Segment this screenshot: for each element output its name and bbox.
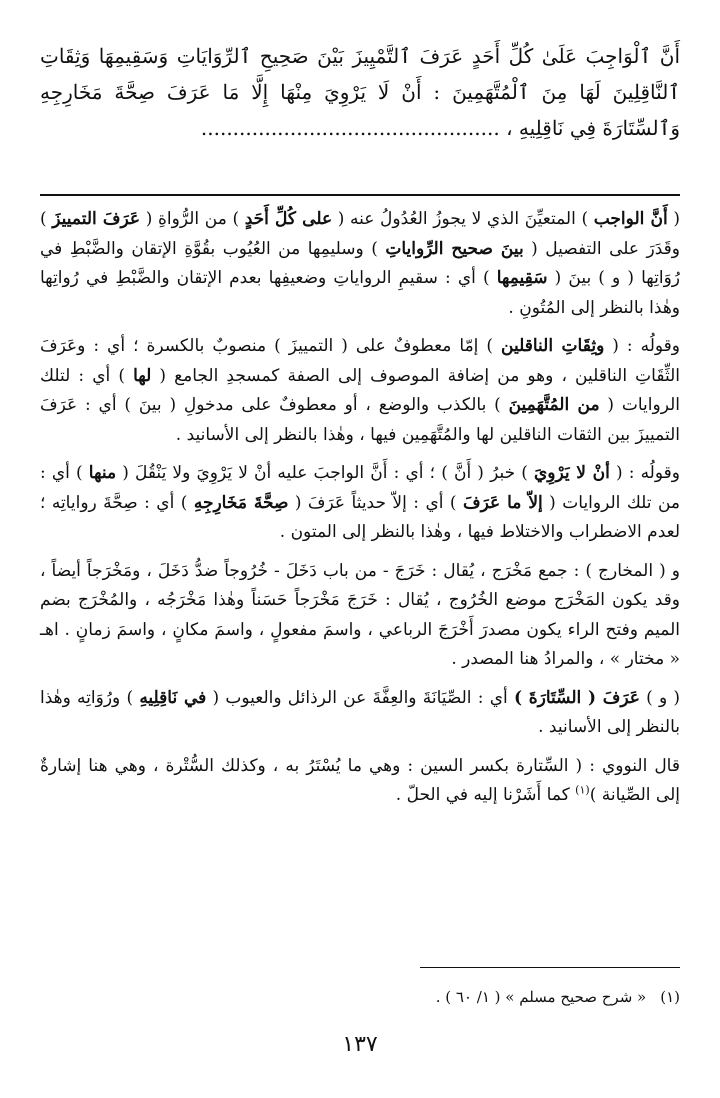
footnote-number: (١) <box>660 988 680 1006</box>
matn-quote: في نَاقِلِيهِ <box>139 687 207 708</box>
matn-quote: منها <box>88 463 117 483</box>
text-run: ( <box>667 209 680 229</box>
text-run: ) من الرُّواةِ ( <box>140 209 245 229</box>
text-run: ) أي : من تلك الروايات ( <box>40 463 680 513</box>
matn-quote: أَنَّ الواجب <box>593 209 668 229</box>
commentary-paragraph-1 <box>40 205 680 323</box>
matn-quote: سَقِيمِها <box>496 268 548 288</box>
text-run: ) أي : لتلك الروايات ( <box>40 365 681 415</box>
text-run: و ( المخارج ) : جمع مَخْرَج ، يُقال : خَرَجَ - من باب دَخَلَ - خُرُوجاً ضدُّ دَخَلَ ، ومَخْرَجاً أيضاً ، وقد يكون المَخْرَج موضع الخُرُوج ، يُقال : خَرَجَ مَخْرَجاً حَسَناً وهٰذا مَخْرَجُه ، والمُخْرَج بضم الميم وفتح الراء يكون مصدرَ أَخْرَجَ الرباعي ، واسمَ مفعولٍ ، واسمَ مكانٍ ، واسمَ زمانٍ . اهـ « مختار » ، والمرادُ هنا المصدر . <box>40 560 680 669</box>
text-run: أي : الصِّيَانَةَ والعِفَّةَ عن الرذائل والعيوب ( <box>206 687 514 708</box>
commentary-paragraph-3 <box>40 459 680 548</box>
footnote-text: « شرح صحيح مسلم » ( ١/ ٦٠ ) . <box>435 988 647 1006</box>
commentary-paragraph-5 <box>40 684 680 743</box>
matn-quote: صِحَّةَ مَخَارِجِهِ <box>193 492 289 513</box>
matn-divider <box>40 194 680 196</box>
text-run: قال النووي : ( السِّتارة بكسر السين : وهي ما يُسْتَرُ به ، وكذلك السُّتْرة ، وهي هنا إشارةٌ إلى الصِّيانة ) <box>40 755 680 805</box>
matn-quote: وثِقَاتِ الناقلين <box>501 336 605 356</box>
matn-quote: من المُتَّهَمِينَ <box>508 395 600 415</box>
text-run: ) أي : إلاّ حديثاً عَرَفَ ( <box>288 492 463 513</box>
text-run: ) أي : صِحَّةَ رواياتِه ؛ لعدم الاضطراب والاختلاط فيها ، وهٰذا بالنظر إلى المتون . <box>40 492 680 542</box>
matn-quote: أنْ لا يَرْوِيَ <box>533 463 610 483</box>
commentary <box>40 205 680 820</box>
matn-dots: ............................................... <box>200 116 500 140</box>
commentary-paragraph-2 <box>40 332 680 450</box>
matn-quote: بينَ صحيح الرِّواياتِ <box>385 238 524 259</box>
page-number: ١٣٧ <box>342 1032 378 1057</box>
text-run: ) خبرُ ( أَنَّ ) ؛ أي : أَنَّ الواجبَ عليه أنْ لا يَرْوِيَ ولا يَنْقُلَ ( <box>116 463 534 483</box>
text-run: ) المتعيِّنَ الذي لا يجوزُ العُدُولُ عنه ( <box>332 209 594 229</box>
footnote-divider <box>420 967 680 968</box>
footnote <box>40 985 680 1009</box>
text-run: ) بالكذب والوضع ، أو معطوفٌ على مدخولِ ( بينَ ) أي : عَرَفَ التمييزَ بين الثقات الناقلين لها والمُتَّهَمِين فيها ، وهٰذا بالنظر إلى الأسانيد . <box>40 395 680 445</box>
text-run: كما أَشَرْنا إليه في الحلّ . <box>395 785 576 805</box>
matn-quote: عَرَفَ ( السِّتَارَةَ ) <box>513 687 640 708</box>
text-run: ) إمّا معطوفٌ على ( التمييزَ ) منصوبٌ بالكسرة ؛ أي : وعَرَفَ الثِّقَاتِ الناقلين ، وهو من إضافة الموصوف إلى الصفة كمسجدِ الجامع ( <box>40 336 680 386</box>
matn-quote: عَرَفَ التمييزَ <box>52 209 141 229</box>
text-run: وقولُه : ( <box>609 463 680 483</box>
commentary-paragraph-6 <box>40 752 680 811</box>
commentary-paragraph-4 <box>40 557 680 675</box>
text-run: ) ورُوَاتِه وهٰذا بالنظر إلى الأسانيد . <box>40 687 680 737</box>
matn-text <box>40 38 680 146</box>
matn-quote: إلاّ ما عَرَفَ <box>462 492 543 513</box>
text-run: ( و ) <box>639 687 681 708</box>
text-run: ) أي : سقيمِ الرواياتِ وضعيفِها بعدم الإتقان والضَّبْطِ في رُواتِها وهٰذا بالنظر إلى المُتُونِ . <box>40 268 680 318</box>
text-run: ) وقَدَرَ على التفصيل ( <box>40 209 680 259</box>
text-run: ) وسليمِها من العُيُوب بقُوَّةِ الإتقان والضَّبْطِ في رُوَاتِها ( و ) بينَ ( <box>40 238 680 288</box>
footnote-marker: (١) <box>575 783 590 797</box>
matn-quote: على كُلِّ أَحَدٍ <box>244 209 333 229</box>
matn-body: أَنَّ ٱلْوَاجِبَ عَلَىٰ كُلِّ أَحَدٍ عَرَفَ ٱلتَّمْيِيزَ بَيْنَ صَحِيحِ ٱلرِّوَايَاتِ وَسَقِيمِهَا وَثِقَاتِ ٱلنَّاقِلِينَ لَهَا مِنَ ٱلْمُتَّهَمِينَ : أَنْ لَا يَرْوِيَ مِنْهَا إِلَّا مَا عَرَفَ صِحَّةَ مَخَارِجِهِ وَٱلسِّتَارَةَ فِي نَاقِلِيهِ ، <box>40 44 681 140</box>
matn-quote: لها <box>133 365 152 386</box>
text-run: وقولُه : ( <box>604 336 681 356</box>
